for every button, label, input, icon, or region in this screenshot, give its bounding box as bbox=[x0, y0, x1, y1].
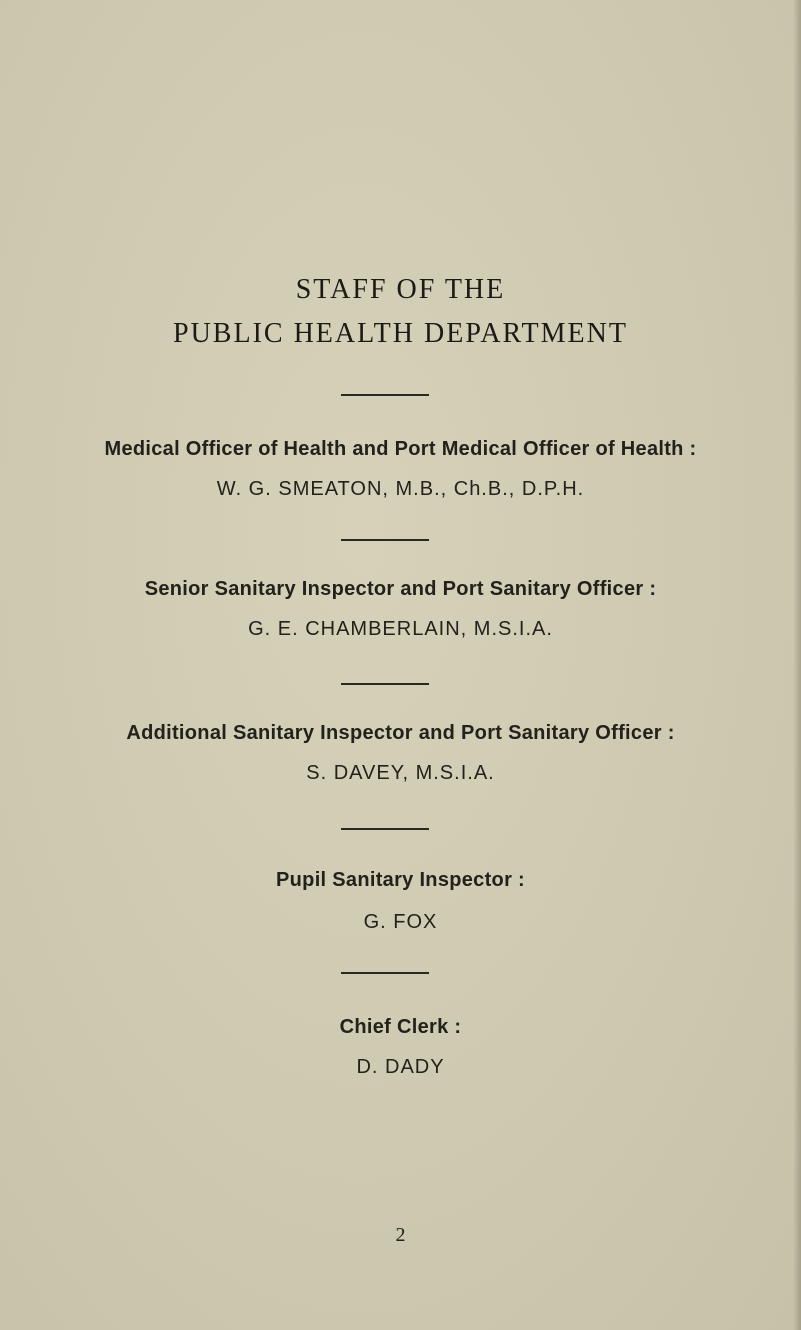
divider-rule bbox=[341, 828, 429, 830]
staff-name-1: W. G. SMEATON, M.B., Ch.B., D.P.H. bbox=[216, 478, 585, 500]
staff-role-5: Chief Clerk : bbox=[339, 1016, 462, 1038]
divider-rule bbox=[341, 394, 429, 396]
divider-rule bbox=[341, 683, 429, 685]
staff-role-4: Pupil Sanitary Inspector : bbox=[276, 869, 525, 891]
heading-line-1: STAFF OF THE bbox=[295, 274, 506, 305]
staff-role-3: Additional Sanitary Inspector and Port Sanitary Officer : bbox=[126, 722, 675, 744]
divider-rule bbox=[341, 539, 429, 541]
page-edge-shadow bbox=[793, 0, 801, 1330]
heading-line-2: PUBLIC HEALTH DEPARTMENT bbox=[173, 318, 628, 349]
divider-rule bbox=[341, 972, 429, 974]
page-number: 2 bbox=[395, 1224, 406, 1246]
staff-role-2: Senior Sanitary Inspector and Port Sanitary Officer : bbox=[144, 578, 657, 600]
staff-role-1: Medical Officer of Health and Port Medical Officer of Health : bbox=[104, 438, 697, 460]
staff-name-4: G. FOX bbox=[363, 911, 438, 933]
staff-name-3: S. DAVEY, M.S.I.A. bbox=[306, 762, 495, 784]
staff-name-2: G. E. CHAMBERLAIN, M.S.I.A. bbox=[248, 618, 553, 640]
staff-name-5: D. DADY bbox=[356, 1056, 445, 1078]
